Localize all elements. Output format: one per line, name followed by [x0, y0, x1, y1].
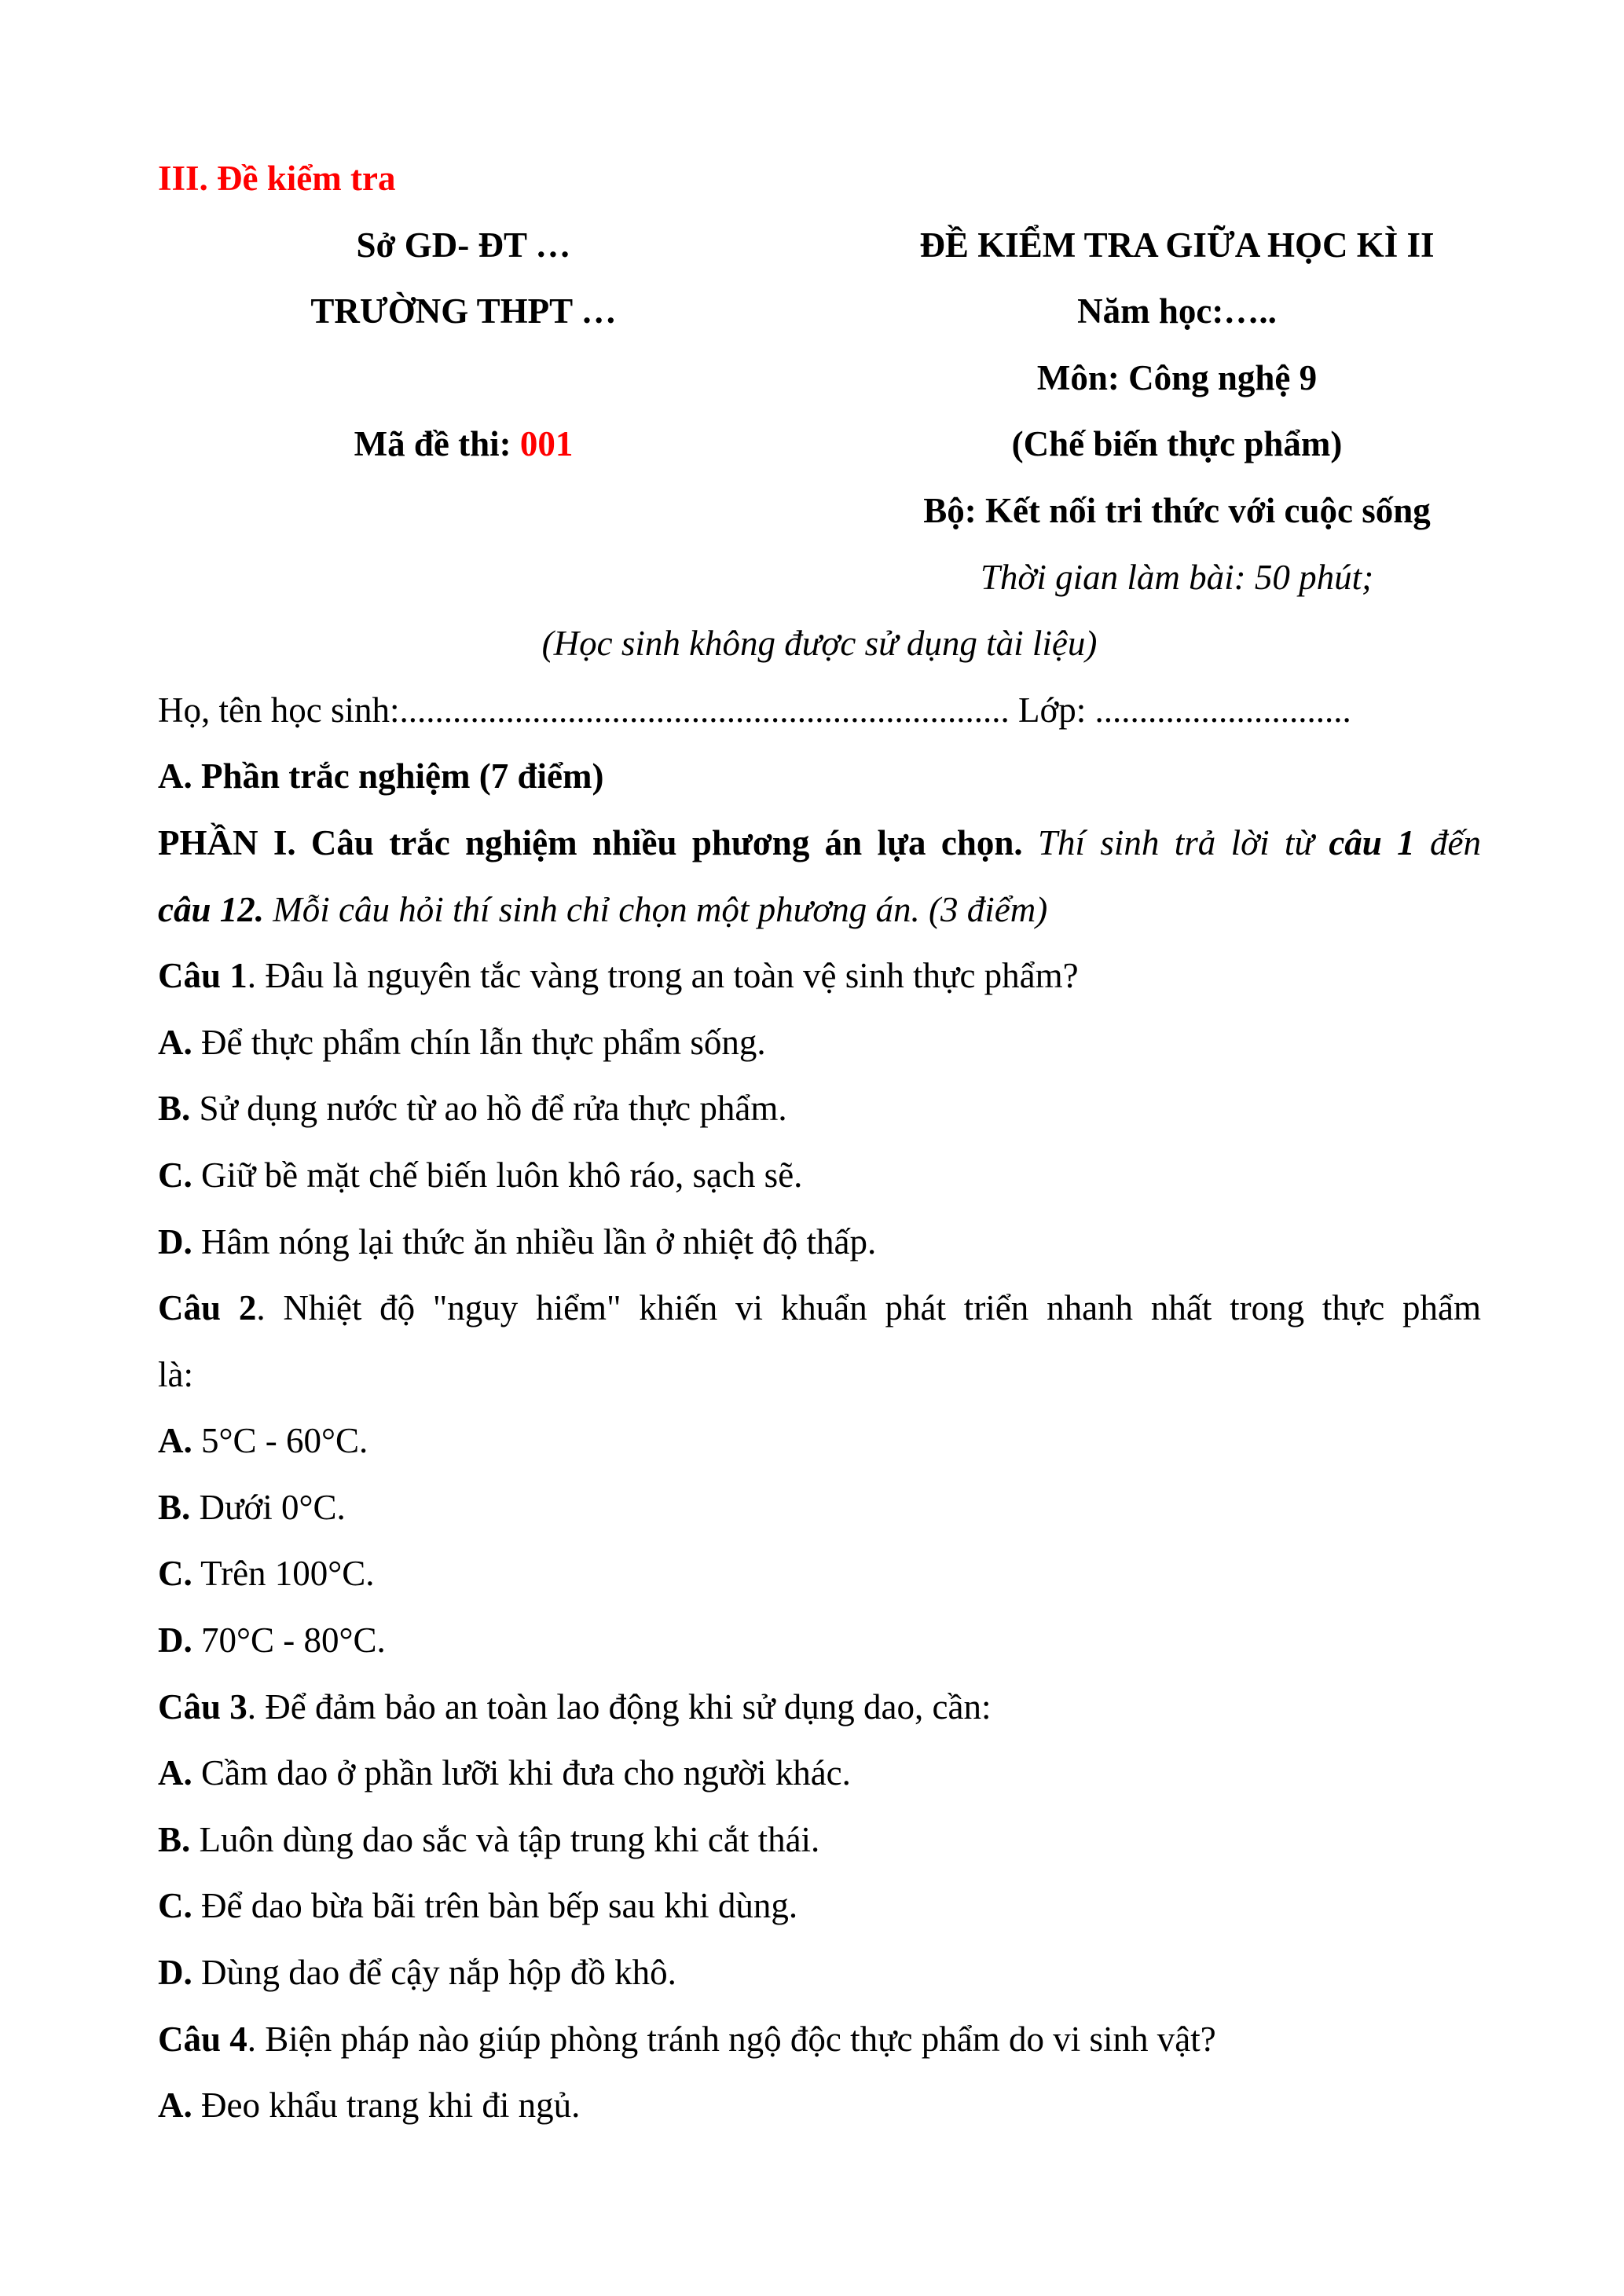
- option-key: A.: [158, 2085, 192, 2126]
- option-text: Để thực phẩm chín lẫn thực phẩm sống.: [192, 1022, 766, 1062]
- exam-code-value: 001: [519, 424, 574, 464]
- department: Sở GD- ĐT …: [356, 225, 571, 265]
- option-b[interactable]: [158, 1474, 1481, 1541]
- option-key: C.: [158, 1886, 192, 1926]
- option-text: 5°C - 60°C.: [192, 1421, 368, 1461]
- option-a[interactable]: [158, 2072, 1481, 2139]
- question-2: [158, 1275, 1481, 1674]
- header-row-5: [158, 478, 1481, 544]
- duration: Thời gian làm bài: 50 phút;: [980, 557, 1374, 597]
- option-text: Giữ bề mặt chế biến luôn khô ráo, sạch sẽ.: [192, 1155, 803, 1195]
- option-key: D.: [158, 1221, 192, 1262]
- part-a-title: A. Phần trắc nghiệm (7 điểm): [158, 756, 604, 796]
- question-stem: [158, 943, 1481, 1009]
- header-row-3: [158, 345, 1481, 412]
- option-text: Dưới 0°C.: [190, 1487, 346, 1527]
- section-title: III. Đề kiểm tra: [158, 159, 396, 198]
- question-label: Câu 1: [158, 956, 247, 996]
- option-key: A.: [158, 1022, 192, 1062]
- option-key: D.: [158, 1953, 192, 1993]
- option-text: Dùng dao để cậy nắp hộp đồ khô.: [192, 1953, 676, 1993]
- school-name: TRƯỜNG THPT …: [310, 291, 617, 331]
- question-label: Câu 2: [158, 1288, 257, 1328]
- option-key: D.: [158, 1620, 192, 1661]
- option-text: Cầm dao ở phần lưỡi khi đưa cho người khác.: [192, 1753, 851, 1793]
- option-a[interactable]: [158, 1408, 1481, 1474]
- part-1-instructions-line-2: [158, 877, 1481, 943]
- question-text: . Biện pháp nào giúp phòng tránh ngộ độc thực phẩm do vi sinh vật?: [247, 2019, 1216, 2059]
- option-text: Hâm nóng lại thức ăn nhiều lần ở nhiệt độ thấp.: [192, 1221, 877, 1262]
- option-d[interactable]: [158, 1209, 1481, 1276]
- question-stem: [158, 1275, 1481, 1342]
- instr-text: câu 1: [1329, 822, 1415, 862]
- question-text: . Nhiệt độ "nguy hiểm" khiến vi khuẩn phát triển nhanh nhất trong thực phẩm: [256, 1288, 1482, 1328]
- option-key: A.: [158, 1753, 192, 1793]
- option-text: Đeo khẩu trang khi đi ngủ.: [192, 2085, 581, 2126]
- question-label: Câu 4: [158, 2019, 247, 2059]
- part-1-instructions-line-1: [158, 810, 1481, 877]
- option-text: Luôn dùng dao sắc và tập trung khi cắt thái.: [190, 1819, 820, 1859]
- question-4: [158, 2006, 1481, 2139]
- header-row-1: [158, 212, 1481, 279]
- instr-text: đến: [1414, 822, 1481, 862]
- option-a[interactable]: [158, 1740, 1481, 1807]
- option-d[interactable]: [158, 1939, 1481, 2006]
- question-stem: [158, 2006, 1481, 2073]
- option-c[interactable]: [158, 1540, 1481, 1607]
- option-key: A.: [158, 1421, 192, 1461]
- question-1: [158, 943, 1481, 1275]
- question-stem: [158, 1674, 1481, 1741]
- exam-note: (Học sinh không được sử dụng tài liệu): [541, 624, 1098, 664]
- option-a[interactable]: [158, 1009, 1481, 1076]
- instr-text: Thí sinh trả lời từ: [1022, 822, 1329, 862]
- question-stem-cont: là:: [158, 1354, 193, 1394]
- book-series: Bộ: Kết nối tri thức với cuộc sống: [923, 490, 1431, 530]
- option-text: Trên 100°C.: [192, 1554, 375, 1594]
- option-text: Sử dụng nước từ ao hồ để rửa thực phẩm.: [190, 1089, 787, 1129]
- exam-page: [158, 145, 1481, 2139]
- subject: Môn: Công nghệ 9: [1036, 357, 1318, 397]
- question-text: . Để đảm bảo an toàn lao động khi sử dụng dao, cần:: [247, 1686, 992, 1727]
- question-text: . Đâu là nguyên tắc vàng trong an toàn vệ sinh thực phẩm?: [247, 956, 1079, 996]
- option-key: C.: [158, 1554, 192, 1594]
- option-text: Để dao bừa bãi trên bàn bếp sau khi dùng.: [192, 1886, 798, 1926]
- option-d[interactable]: [158, 1607, 1481, 1674]
- part-1-title: PHẦN I. Câu trắc nghiệm nhiều phương án lựa chọn.: [158, 822, 1023, 862]
- option-c[interactable]: [158, 1142, 1481, 1209]
- instr-text: Mỗi câu hỏi thí sinh chỉ chọn một phương án. (3 điểm): [264, 889, 1048, 929]
- option-b[interactable]: [158, 1075, 1481, 1142]
- student-name-field[interactable]: Họ, tên học sinh:.....................................................................: [158, 690, 1010, 730]
- exam-title: ĐỀ KIỂM TRA GIỮA HỌC KÌ II: [919, 225, 1435, 265]
- option-text: 70°C - 80°C.: [192, 1620, 386, 1661]
- subject-sub: (Chế biến thực phẩm): [1011, 424, 1343, 464]
- school-year: Năm học:…..: [1077, 291, 1277, 331]
- exam-code: [228, 411, 699, 478]
- question-3: [158, 1674, 1481, 2006]
- header-row-2: [158, 278, 1481, 345]
- exam-code-label: Mã đề thi:: [354, 424, 520, 464]
- option-key: B.: [158, 1819, 191, 1859]
- option-key: B.: [158, 1089, 191, 1129]
- class-field[interactable]: Lớp: .............................: [1009, 690, 1351, 730]
- option-key: C.: [158, 1155, 192, 1195]
- instr-text: câu 12.: [158, 889, 264, 929]
- header-row-6: [158, 544, 1481, 611]
- student-info-line: [158, 677, 1481, 744]
- option-c[interactable]: [158, 1873, 1481, 1939]
- question-label: Câu 3: [158, 1686, 247, 1727]
- option-b[interactable]: [158, 1807, 1481, 1873]
- option-key: B.: [158, 1487, 191, 1527]
- header-row-4: [158, 411, 1481, 478]
